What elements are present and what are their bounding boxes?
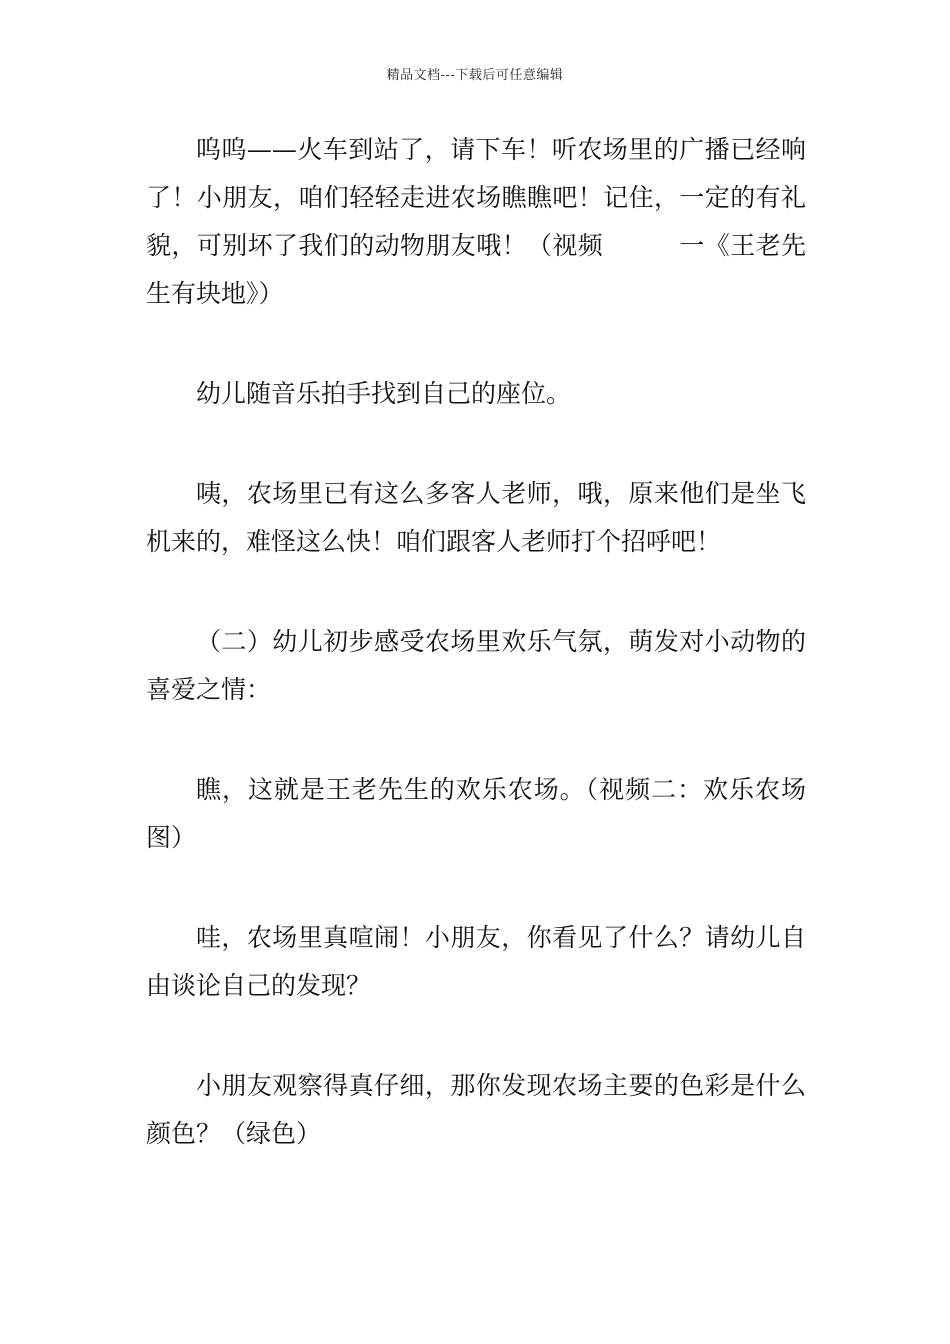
paragraph-happy-farm: 瞧，这就是王老先生的欢乐农场。（视频二：欢乐农场图） [146, 775, 806, 852]
paragraph-guest-teachers: 咦，农场里已有这么多客人老师，哦，原来他们是坐飞机来的，难怪这么快！咱们跟客人老师打个招呼吧！ [146, 479, 806, 556]
paragraph-section-two: （二）幼儿初步感受农场里欢乐气氛，萌发对小动物的喜爱之情： [146, 627, 806, 704]
paragraph-train-arrival: 呜呜——火车到站了，请下车！听农场里的广播已经响了！小朋友，咱们轻轻走进农场瞧瞧吧！记住，一定的有礼貌，可别坏了我们的动物朋友哦！（视频 一《王老先生有块地》） [146, 135, 806, 308]
paragraph-find-seat: 幼儿随音乐拍手找到自己的座位。 [196, 379, 572, 408]
paragraph-what-you-see: 哇，农场里真喧闹！小朋友，你看见了什么？请幼儿自由谈论自己的发现？ [146, 923, 806, 1000]
page-header: 精品文档---下载后可任意编辑 [386, 68, 564, 83]
paragraph-farm-color: 小朋友观察得真仔细，那你发现农场主要的色彩是什么颜色？（绿色） [146, 1071, 806, 1148]
document-body [146, 126, 806, 1210]
